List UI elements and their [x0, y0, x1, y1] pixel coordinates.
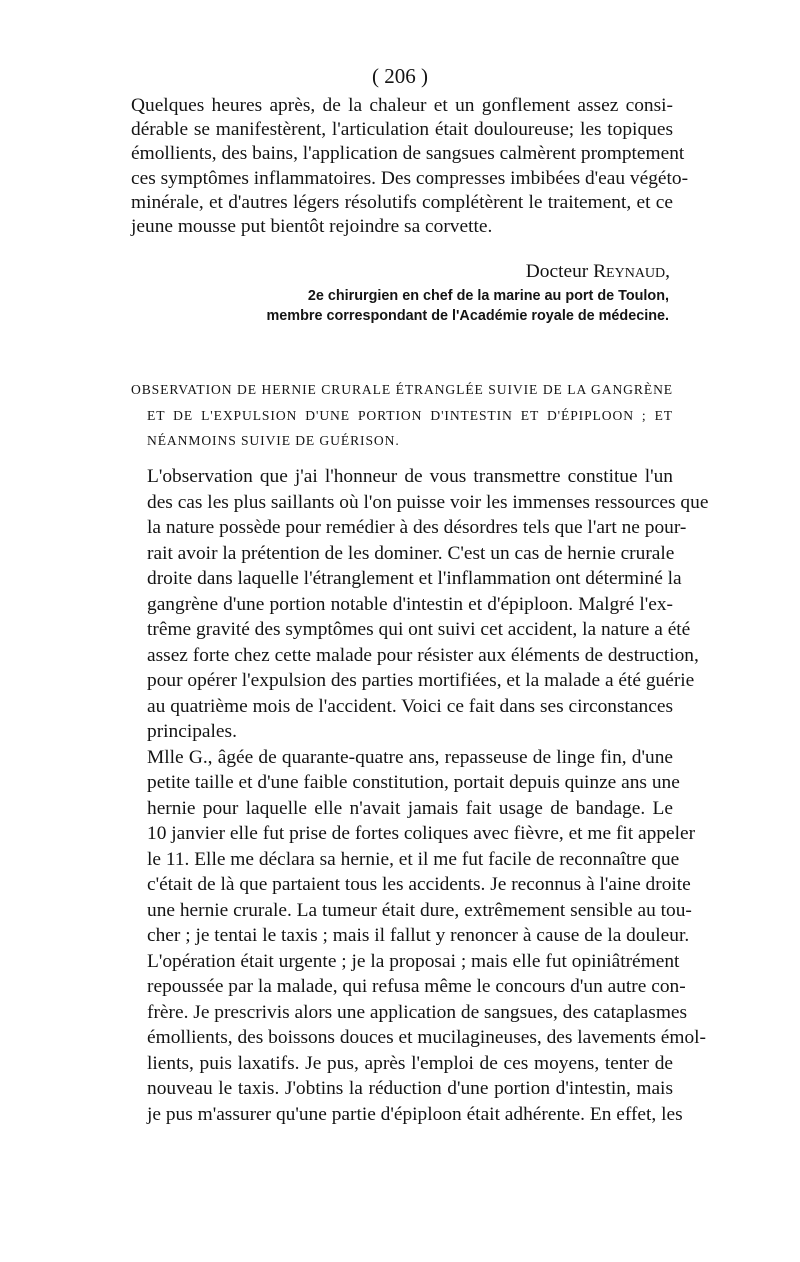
text-line: trême gravité des symptômes qui ont suivi cet accident, la nature a été [147, 619, 691, 640]
signature-role-line-2: membre correspondant de l'Académie royale de médecine. [266, 308, 669, 324]
text-line: L'opération était urgente ; je la proposai ; mais elle fut opiniâtrément [147, 950, 680, 972]
text-line: émollients, des boissons douces et mucilagineuses, des lavements émol- [147, 1027, 706, 1048]
text-line: cher ; je tentai le taxis ; mais il fallut y renoncer à cause de la douleur. [147, 925, 690, 946]
body-paragraph-2 [131, 745, 706, 1128]
text-line: c'était de là que partaient tous les accidents. Je reconnus à l'aine droite [147, 874, 691, 895]
text-line: rait avoir la prétention de les dominer. C'est un cas de hernie crurale [147, 542, 675, 564]
text-line: hernie pour laquelle elle n'avait jamais fait usage de bandage. Le [147, 797, 673, 819]
text-line: jeune mousse put bientôt rejoindre sa corvette. [131, 216, 493, 238]
text-line: ces symptômes inflammatoires. Des compresses imbibées d'eau végéto- [131, 167, 689, 189]
text-line: nouveau le taxis. J'obtins la réduction d'une portion d'intestin, mais [147, 1078, 673, 1099]
text-line: lients, puis laxatifs. Je pus, après l'emploi de ces moyens, tenter de [147, 1052, 673, 1074]
closing-paragraph [131, 94, 689, 239]
text-line: minérale, et d'autres légers résolutifs complétèrent le traitement, et ce [131, 191, 673, 213]
text-line: pour opérer l'expulsion des parties mortifiées, et la malade a été guérie [147, 670, 695, 691]
text-line: repoussée par la malade, qui refusa même le concours d'un autre con- [147, 976, 686, 997]
text-line: gangrène d'une portion notable d'intestin et d'épiploon. Malgré l'ex- [147, 593, 673, 615]
text-line: le 11. Elle me déclara sa hernie, et il me fut facile de reconnaître que [147, 848, 680, 870]
text-line: au quatrième mois de l'accident. Voici ce fait dans ses circonstances [147, 695, 673, 717]
text-line: 10 janvier elle fut prise de fortes coliques avec fièvre, et me fit appeler [147, 823, 696, 844]
article-title-line: ET DE L'EXPULSION D'UNE PORTION D'INTESTIN ET D'ÉPIPLOON ; ET [147, 407, 673, 423]
article-title [131, 377, 673, 454]
article-body [131, 464, 709, 1127]
text-line: je pus m'assurer qu'une partie d'épiploon était adhérente. En effet, les [147, 1103, 683, 1125]
signature-surname: Reynaud, [593, 261, 670, 282]
text-line: une hernie crurale. La tumeur était dure, extrêmement sensible au tou- [147, 899, 692, 921]
text-line: Mlle G., âgée de quarante-quatre ans, repasseuse de linge fin, d'une [147, 746, 673, 768]
text-line: frère. Je prescrivis alors une application de sangsues, des cataplasmes [147, 1001, 688, 1023]
text-line: émollients, des bains, l'application de sangsues calmèrent promptement [131, 143, 685, 165]
text-line: assez forte chez cette malade pour résister aux éléments de destruction, [147, 644, 699, 666]
text-line: L'observation que j'ai l'honneur de vous transmettre constitue l'un [147, 466, 673, 487]
text-line: droite dans laquelle l'étranglement et l'inflammation ont déterminé la [147, 568, 682, 589]
text-line: petite taille et d'une faible constitution, portait depuis quinze ans une [147, 772, 680, 793]
text-line: principales. [147, 721, 237, 742]
text-line: des cas les plus saillants où l'on puisse voir les immenses ressources que [147, 491, 709, 513]
signature-name [526, 261, 670, 283]
text-line: dérable se manifestèrent, l'articulation était douloureuse; les topiques [131, 119, 673, 141]
article-title-line: NÉANMOINS SUIVIE DE GUÉRISON. [147, 433, 400, 448]
signature-prefix: Docteur [525, 261, 594, 282]
text-line: la nature possède pour remédier à des désordres tels que l'art ne pour- [147, 517, 687, 538]
page-number: ( 206 ) [372, 64, 428, 88]
article-title-line: OBSERVATION DE HERNIE CRURALE ÉTRANGLÉE SUIVIE DE LA GANGRÈNE [131, 382, 673, 397]
text-line: Quelques heures après, de la chaleur et un gonflement assez consi- [131, 95, 673, 116]
body-paragraph-1 [131, 464, 709, 745]
signature-role-line-1: 2e chirurgien en chef de la marine au port de Toulon, [307, 288, 669, 304]
